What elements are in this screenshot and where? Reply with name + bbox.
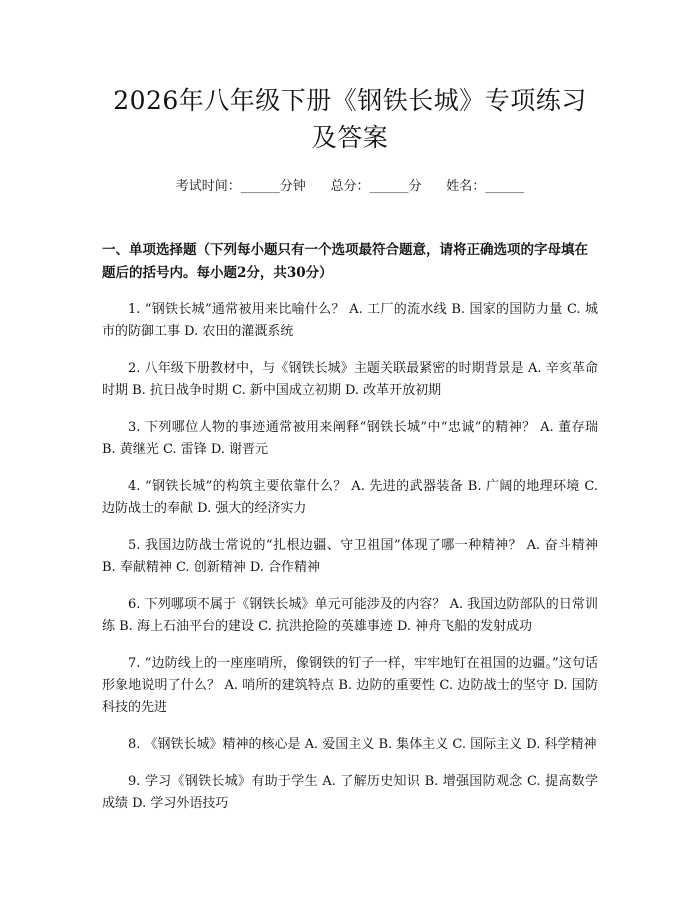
question-item: 2. 八年级下册教材中，与《钢铁长城》主题关联最紧密的时期背景是 A. 辛亥革命时期 B. 抗日战争时期 C. 新中国成立初期 D. 改革开放初期 bbox=[102, 361, 598, 398]
question-item: 3. 下列哪位人物的事迹通常被用来阐释“钢铁长城”中“忠诚”的精神？ A. 董存瑞 B. 黄继光 C. 雷锋 D. 谢晋元 bbox=[102, 420, 598, 457]
section-heading: 一、单项选择题（下列每小题只有一个选项最符合题意，请将正确选项的字母填在题后的括号内。每小题2分，共30分） bbox=[102, 242, 588, 281]
question-item: 9. 学习《钢铁长城》有助于学生 A. 了解历史知识 B. 增强国防观念 C. 提高数学成绩 D. 学习外语技巧 bbox=[102, 774, 598, 811]
document-title: 2026年八年级下册《钢铁长城》专项练习及答案 bbox=[113, 86, 587, 152]
question-item: 8. 《钢铁长城》精神的核心是 A. 爱国主义 B. 集体主义 C. 国际主义 D. 科学精神 bbox=[128, 737, 597, 752]
question-item: 4. “钢铁长城”的构筑主要依靠什么？ A. 先进的武器装备 B. 广阔的地理环境 C. 边防战士的奉献 D. 强大的经济实力 bbox=[102, 479, 598, 516]
exam-info-line: 考试时间：______分钟 总分：______分 姓名：______ bbox=[175, 179, 525, 194]
question-item: 5. 我国边防战士常说的“扎根边疆、守卫祖国”体现了哪一种精神？ A. 奋斗精神 B. 奉献精神 C. 创新精神 D. 合作精神 bbox=[102, 538, 598, 575]
question-item: 6. 下列哪项不属于《钢铁长城》单元可能涉及的内容？ A. 我国边防部队的日常训练 B. 海上石油平台的建设 C. 抗洪抢险的英雄事迹 D. 神舟飞船的发射成功 bbox=[102, 597, 598, 634]
question-list bbox=[102, 299, 598, 815]
question-item: 1. “钢铁长城”通常被用来比喻什么？ A. 工厂的流水线 B. 国家的国防力量 C. 城市的防御工事 D. 农田的灌溉系统 bbox=[102, 302, 598, 339]
question-item: 7. “边防线上的一座座哨所，像钢铁的钉子一样，牢牢地钉在祖国的边疆。”这句话形象地说明了什么？ A. 哨所的建筑特点 B. 边防的重要性 C. 边防战士的坚守 D. 国防科技的先进 bbox=[102, 656, 598, 715]
